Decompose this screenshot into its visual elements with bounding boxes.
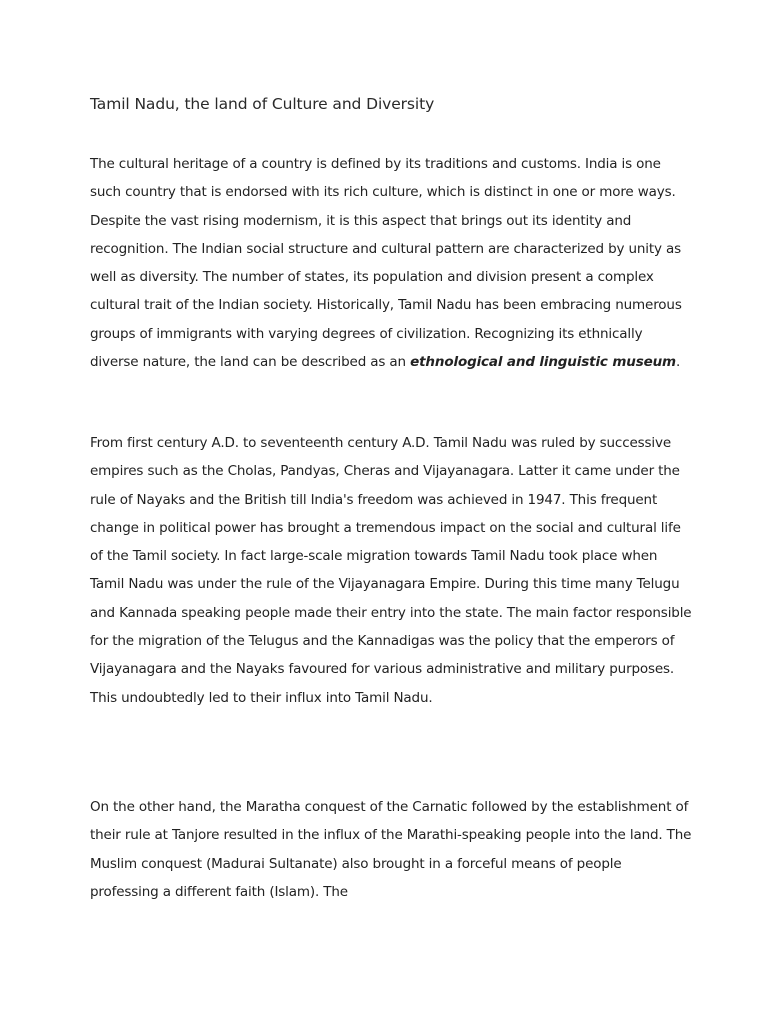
emphasized-phrase: ethnological and linguistic museum [410, 354, 676, 371]
paragraph-maratha-conquest: On the other hand, the Maratha conquest of the Carnatic followed by the establishment of their rule at Tanjore resulted in the influx of the Marathi-speaking people into the land. The Muslim conquest (Madurai Sultanate) also brought in a forceful means of people professing a different faith (Islam). The [90, 799, 692, 900]
paragraph-cultural-heritage [90, 150, 692, 376]
paragraph-1-text: The cultural heritage of a country is defined by its traditions and customs. India is one such country that is endorsed with its rich culture, which is distinct in one or more ways. Despite the vast rising modernism, it is this aspect that brings out its identity and recognition. The Indian social structure and cultural pattern are characterized by unity as well as diversity. The number of states, its population and division present a complex cultural trait of the Indian society. Historically, Tamil Nadu has been embracing numerous groups of immigrants with varying degrees of civilization. Recognizing its ethnically diverse nature, the land can be described as an [90, 156, 682, 371]
document-title: Tamil Nadu, the land of Culture and Diversity [90, 95, 435, 113]
paragraph-1-end: . [675, 354, 681, 371]
paragraph-history: From first century A.D. to seventeenth century A.D. Tamil Nadu was ruled by successive empires such as the Cholas, Pandyas, Cheras and Vijayanagara. Latter it came under the rule of Nayaks and the British till India's freedom was achieved in 1947. This frequent change in political power has brought a tremendous impact on the social and cultural life of the Tamil society. In fact large-scale migration towards Tamil Nadu took place when Tamil Nadu was under the rule of the Vijayanagara Empire. During this time many Telugu and Kannada speaking people made their entry into the state. The main factor responsible for the migration of the Telugus and the Kannadigas was the policy that the emperors of Vijayanagara and the Nayaks favoured for various administrative and military purposes. This undoubtedly led to their influx into Tamil Nadu. [90, 435, 692, 706]
